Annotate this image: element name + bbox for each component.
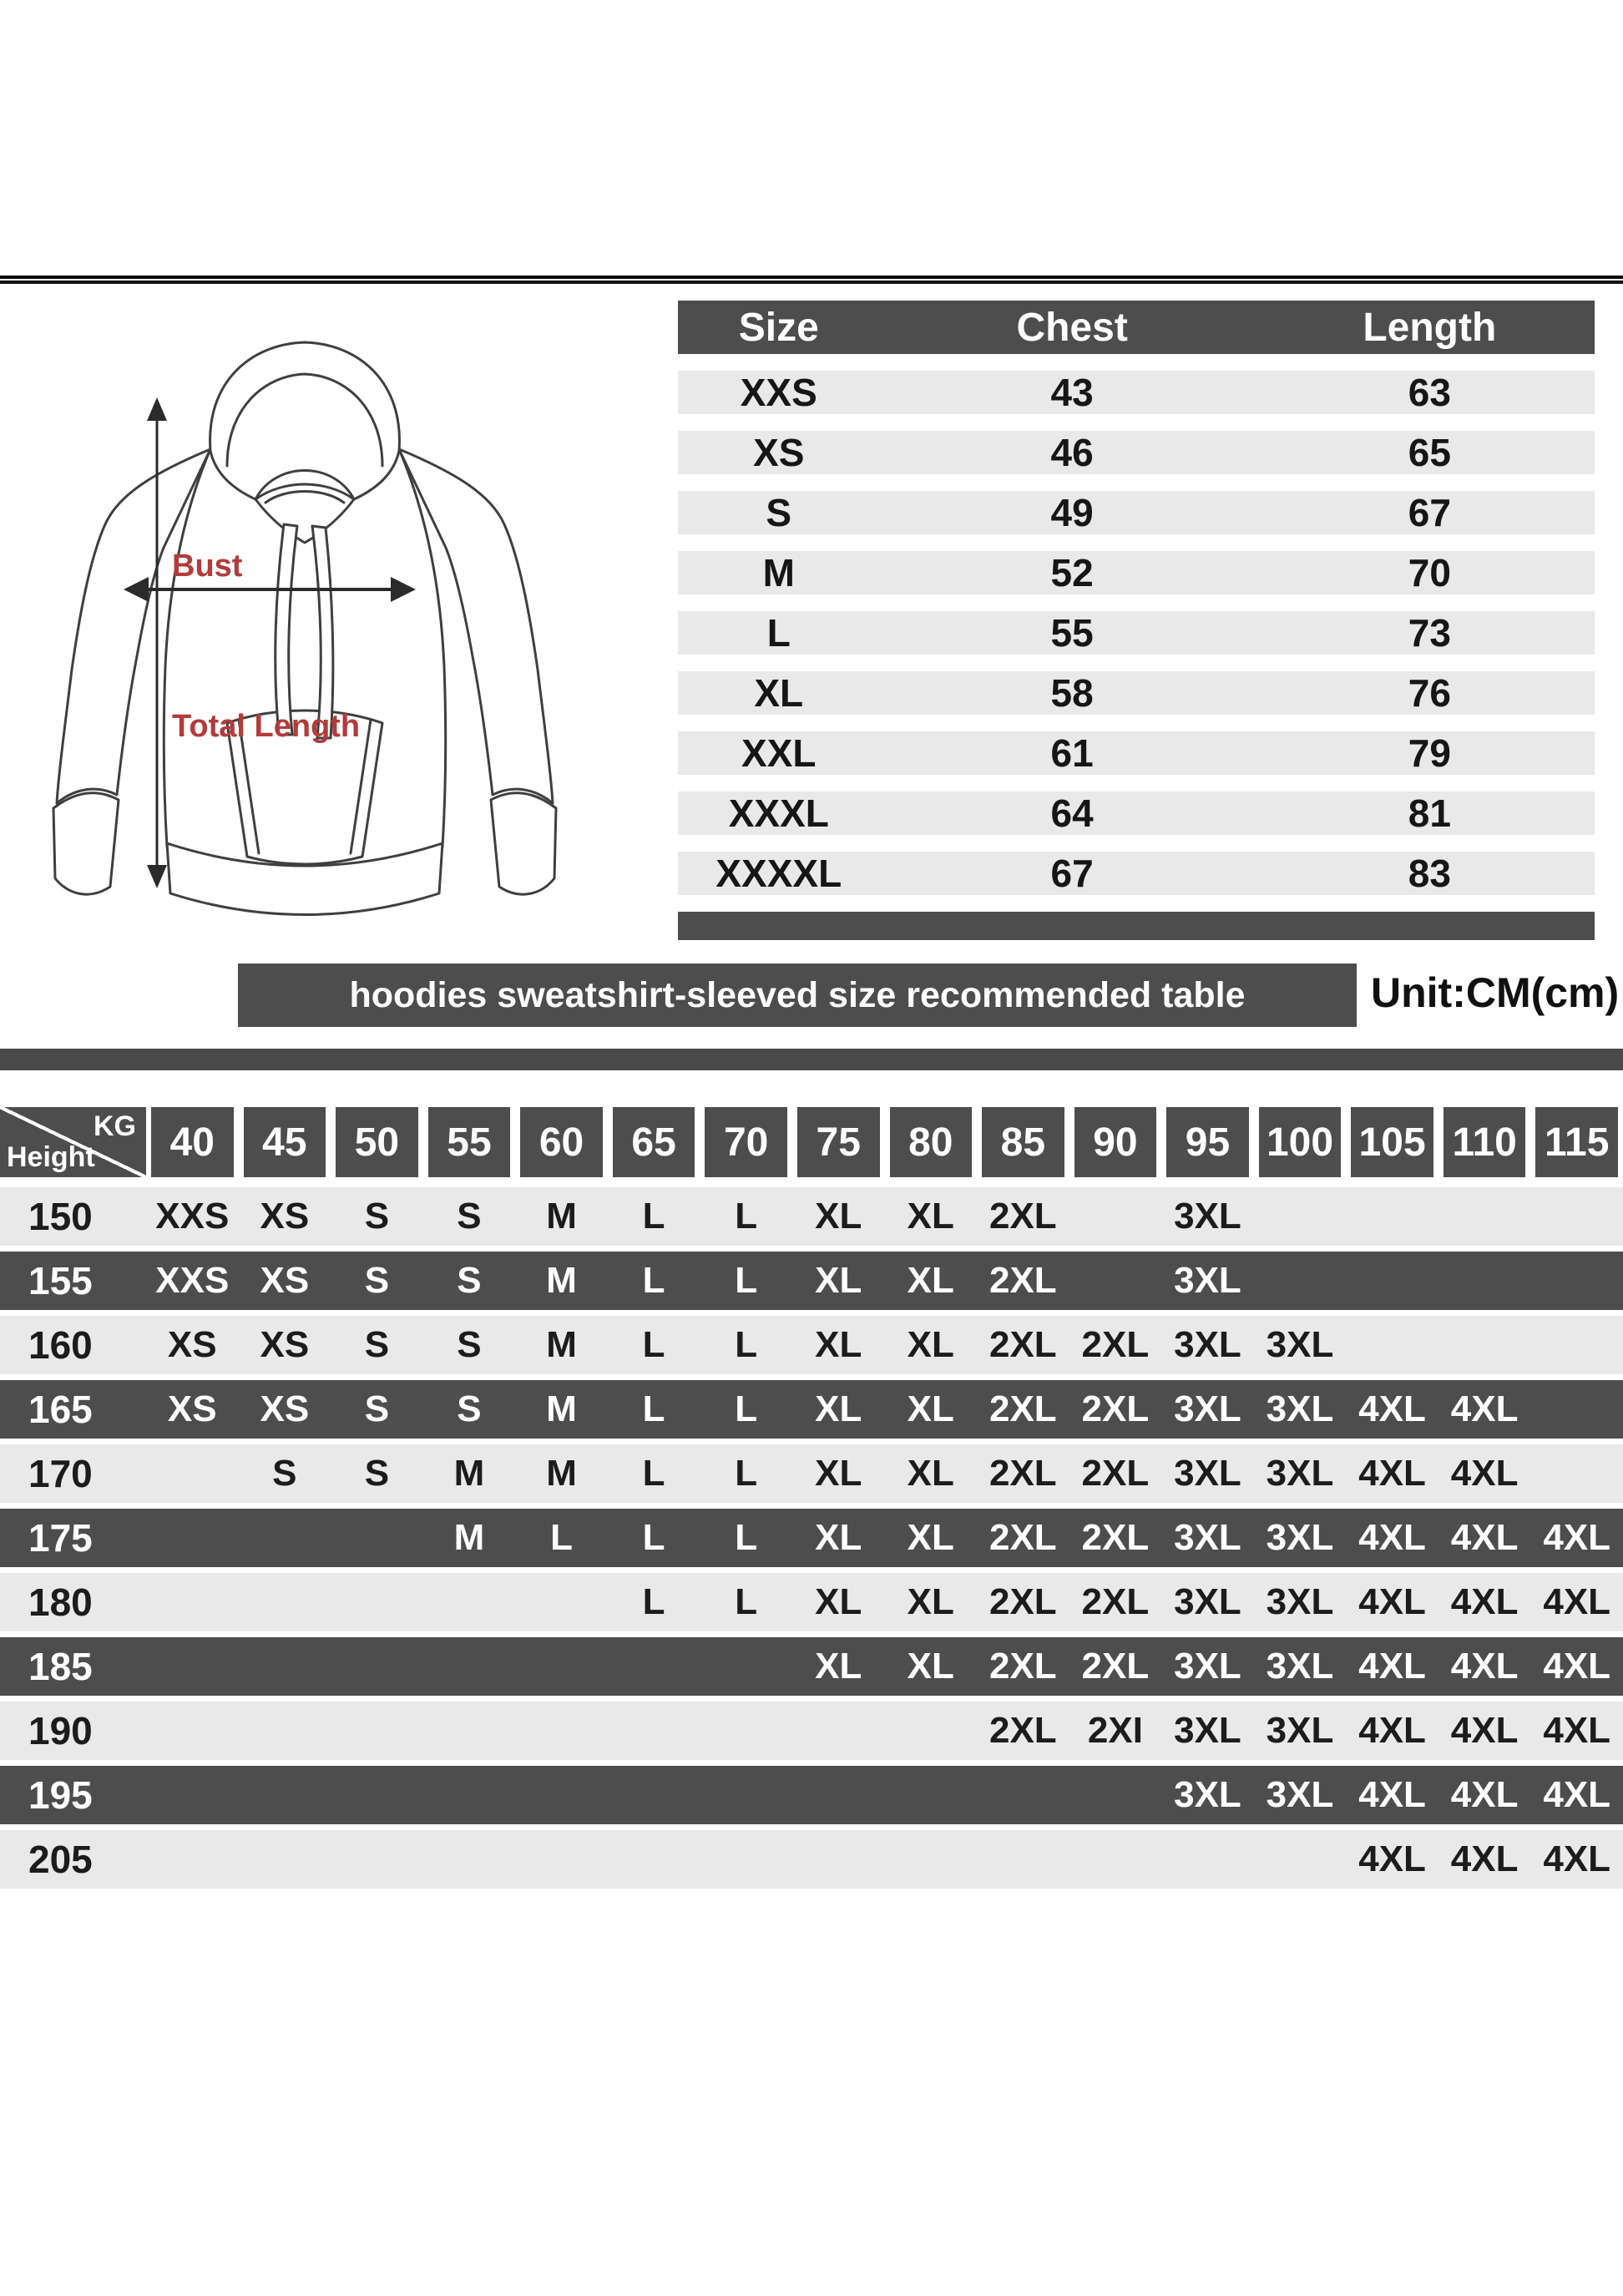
size-column-header: Size (738, 305, 819, 350)
middle-divider (0, 1049, 1623, 1070)
size-table-cell: 70 (1408, 551, 1451, 594)
weight-header-value: 55 (447, 1120, 492, 1165)
weight-header-value: 70 (723, 1120, 769, 1165)
recommended-size-cell: L (642, 1388, 665, 1429)
size-table-cell: 64 (1050, 791, 1094, 835)
weight-header-cell (705, 1107, 787, 1177)
recommended-size-cell: XS (167, 1388, 217, 1429)
recommended-size-cell: XL (907, 1581, 954, 1622)
recommended-size-cell: 2XL (1081, 1581, 1150, 1622)
size-table-row (678, 491, 1595, 534)
recommended-size-cell: 2XL (988, 1646, 1057, 1687)
recommended-size-cell: XL (907, 1196, 954, 1237)
recommended-size-cell: 2XL (988, 1260, 1057, 1301)
recommendation-banner (238, 963, 1357, 1027)
weight-header-cell (336, 1107, 418, 1177)
recommended-size-cell: 3XL (1174, 1453, 1241, 1494)
recommended-size-cell: 4XL (1358, 1710, 1426, 1751)
weight-header-cell (244, 1107, 326, 1177)
height-axis-label: Height (7, 1141, 95, 1173)
recommended-size-cell: S (364, 1388, 390, 1429)
recommended-size-cell: 3XL (1174, 1774, 1241, 1815)
size-table-cell: 65 (1408, 431, 1451, 474)
size-table-cell: 76 (1408, 671, 1451, 715)
weight-header-value: 90 (1093, 1120, 1138, 1165)
weight-header-cell (1259, 1107, 1342, 1177)
recommended-size-cell: 4XL (1358, 1517, 1426, 1558)
recommended-size-cell: S (457, 1260, 482, 1301)
weight-header-value: 75 (816, 1120, 861, 1165)
recommended-size-cell: XL (907, 1453, 954, 1494)
size-table-cell: XS (753, 431, 805, 474)
matrix-header (0, 1107, 1623, 1177)
recommended-size-cell: 4XL (1450, 1774, 1519, 1815)
recommended-size-cell: S (457, 1388, 482, 1429)
recommended-size-cell: XXS (155, 1196, 230, 1237)
size-table-cell: 67 (1408, 491, 1451, 534)
size-table-row (678, 791, 1595, 835)
kg-axis-label: KG (94, 1110, 136, 1142)
matrix-row (0, 1573, 1623, 1631)
recommended-size-cell: L (735, 1388, 758, 1429)
weight-header-value: 105 (1358, 1120, 1426, 1165)
height-value: 160 (28, 1323, 93, 1367)
recommended-size-cell: XL (907, 1260, 954, 1301)
size-table-cell: 81 (1408, 791, 1451, 835)
recommended-size-cell: 4XL (1450, 1581, 1519, 1622)
matrix-row (0, 1252, 1623, 1310)
recommended-size-cell: 3XL (1266, 1453, 1334, 1494)
recommended-size-cell: XS (260, 1260, 310, 1301)
weight-header-value: 40 (169, 1120, 215, 1165)
weight-header-value: 95 (1185, 1120, 1231, 1165)
total-length-label: Total Length (172, 709, 361, 744)
recommended-size-cell: L (735, 1324, 758, 1365)
recommended-size-cell: 4XL (1543, 1517, 1611, 1558)
recommended-size-cell: L (642, 1260, 665, 1301)
recommended-size-cell: 3XL (1174, 1260, 1241, 1301)
recommended-size-cell: 2XL (1081, 1324, 1150, 1365)
weight-header-value: 85 (1000, 1120, 1046, 1165)
recommended-size-cell: L (735, 1196, 758, 1237)
recommended-size-cell: 3XL (1266, 1710, 1334, 1751)
recommended-size-cell: L (642, 1581, 665, 1622)
recommended-size-cell: 3XL (1174, 1581, 1241, 1622)
recommended-size-cell: L (642, 1196, 665, 1237)
size-table-row (678, 852, 1595, 895)
matrix-rows (0, 1187, 1623, 1889)
recommended-size-cell: 2XL (988, 1388, 1057, 1429)
recommended-size-cell: 4XL (1358, 1838, 1426, 1879)
recommended-size-cell: L (642, 1324, 665, 1365)
banner-title: hoodies sweatshirt-sleeved size recommended table (349, 974, 1246, 1015)
recommended-size-cell: 3XL (1174, 1710, 1241, 1751)
size-table-cell: XXXL (728, 791, 829, 835)
size-table-cell: XXL (741, 731, 817, 775)
weight-header-cell (1351, 1107, 1433, 1177)
weight-header-cell (1444, 1107, 1526, 1177)
recommended-size-cell: S (457, 1324, 482, 1365)
size-table-cell: 79 (1408, 731, 1451, 775)
height-value: 190 (28, 1709, 93, 1752)
height-value: 185 (28, 1645, 93, 1688)
matrix-row (0, 1702, 1623, 1760)
recommended-size-cell: XS (260, 1196, 310, 1237)
size-table-cell: 55 (1050, 611, 1094, 655)
recommended-size-cell: 2XL (988, 1453, 1057, 1494)
recommended-size-cell: L (735, 1453, 758, 1494)
recommended-size-cell: 2XL (988, 1324, 1057, 1365)
weight-header-value: 45 (262, 1120, 307, 1165)
recommended-size-cell: XL (907, 1646, 954, 1687)
weight-header-cell (797, 1107, 880, 1177)
recommended-size-cell: 2XL (1081, 1646, 1150, 1687)
recommended-size-cell: XL (815, 1388, 862, 1429)
recommended-size-cell: L (550, 1517, 573, 1558)
size-table-cell: 61 (1050, 731, 1094, 775)
recommended-size-cell: 3XL (1266, 1581, 1334, 1622)
recommended-size-cell: M (546, 1388, 577, 1429)
recommended-size-cell: 4XL (1450, 1646, 1519, 1687)
size-table-cell: XL (754, 671, 804, 715)
size-table-row (678, 371, 1595, 414)
hoodie-right-cuff (491, 793, 556, 894)
recommended-size-cell: 3XL (1174, 1517, 1241, 1558)
recommended-size-cell: S (457, 1196, 482, 1237)
weight-header-cell (890, 1107, 973, 1177)
recommended-size-cell: 4XL (1450, 1838, 1519, 1879)
matrix-row (0, 1316, 1623, 1374)
recommended-size-cell: L (735, 1517, 758, 1558)
recommended-size-cell: M (546, 1453, 577, 1494)
height-value: 195 (28, 1773, 93, 1817)
recommended-size-cell: XXS (155, 1260, 230, 1301)
size-table-rows (678, 371, 1595, 895)
height-value: 150 (28, 1195, 93, 1238)
matrix-row (0, 1444, 1623, 1503)
size-table-cell: XXXXL (715, 852, 842, 895)
recommended-size-cell: 3XL (1174, 1646, 1241, 1687)
recommended-size-cell: 3XL (1266, 1324, 1334, 1365)
height-value: 155 (28, 1259, 93, 1302)
size-table-row (678, 671, 1595, 715)
recommended-size-cell: M (546, 1196, 577, 1237)
matrix-row (0, 1509, 1623, 1567)
weight-header-cell (1166, 1107, 1249, 1177)
height-value: 165 (28, 1388, 93, 1431)
recommended-size-cell: 4XL (1543, 1581, 1611, 1622)
recommended-size-cell: 3XL (1266, 1517, 1334, 1558)
recommended-size-cell: XL (907, 1517, 954, 1558)
recommended-size-cell: 2XL (988, 1196, 1057, 1237)
size-table-header (678, 301, 1595, 354)
weight-header-value: 50 (354, 1120, 400, 1165)
recommended-size-cell: 4XL (1450, 1388, 1519, 1429)
recommended-size-cell: M (453, 1453, 485, 1494)
matrix-row (0, 1187, 1623, 1246)
recommended-size-cell: 4XL (1543, 1774, 1611, 1815)
weight-header-cell (1074, 1107, 1157, 1177)
size-table (678, 301, 1595, 940)
hoodie-diagram (17, 316, 593, 958)
recommended-size-cell: 3XL (1266, 1774, 1334, 1815)
recommended-size-cell: L (642, 1517, 665, 1558)
recommended-size-cell: 4XL (1543, 1838, 1611, 1879)
recommended-size-cell: M (546, 1260, 577, 1301)
kg-height-corner-cell (0, 1107, 146, 1177)
recommended-size-cell: 2XI (1087, 1710, 1143, 1751)
recommended-size-cell: XS (260, 1324, 310, 1365)
recommended-size-cell: XL (815, 1196, 862, 1237)
matrix-row (0, 1830, 1623, 1889)
recommended-size-cell: 4XL (1450, 1517, 1519, 1558)
weight-header-value: 60 (538, 1120, 584, 1165)
recommended-size-cell: 3XL (1266, 1388, 1334, 1429)
recommended-size-cell: XL (815, 1646, 862, 1687)
recommended-size-cell: 3XL (1174, 1196, 1241, 1237)
recommended-size-cell: 4XL (1543, 1710, 1611, 1751)
recommended-size-cell: XS (167, 1324, 217, 1365)
chest-column-header: Chest (1016, 305, 1128, 350)
size-table-cell: 63 (1408, 371, 1451, 414)
height-value: 170 (28, 1452, 93, 1495)
recommended-size-cell: 4XL (1358, 1453, 1426, 1494)
recommended-size-cell: M (453, 1517, 485, 1558)
recommended-size-cell: XS (260, 1388, 310, 1429)
weight-header-cell (520, 1107, 603, 1177)
size-table-cell: 52 (1050, 551, 1094, 594)
size-table-cell: L (766, 611, 791, 655)
recommended-size-cell: XL (907, 1324, 954, 1365)
matrix-row (0, 1637, 1623, 1696)
recommended-size-cell: XL (815, 1517, 862, 1558)
size-table-cell: 67 (1050, 852, 1094, 895)
recommended-size-cell: XL (815, 1581, 862, 1622)
size-table-row (678, 551, 1595, 594)
length-column-header: Length (1363, 305, 1497, 350)
recommended-size-cell: 4XL (1358, 1581, 1426, 1622)
unit-label: Unit:CM(cm) (1371, 969, 1620, 1016)
recommended-size-cell: XL (815, 1260, 862, 1301)
recommended-size-cell: S (364, 1453, 390, 1494)
weight-header-cell (982, 1107, 1064, 1177)
recommended-size-cell: M (546, 1324, 577, 1365)
height-weight-matrix (0, 1107, 1623, 1894)
recommended-size-cell: XL (815, 1453, 862, 1494)
bust-label: Bust (172, 549, 243, 584)
top-divider (0, 276, 1623, 284)
recommended-size-cell: 2XL (988, 1581, 1057, 1622)
size-table-cell: 46 (1050, 431, 1094, 474)
recommended-size-cell: L (735, 1581, 758, 1622)
matrix-row (0, 1380, 1623, 1439)
size-table-row (678, 611, 1595, 655)
size-table-footer-bar (678, 912, 1595, 940)
recommended-size-cell: 4XL (1358, 1388, 1426, 1429)
recommended-size-cell: 2XL (988, 1517, 1057, 1558)
hoodie-left-cuff (53, 793, 119, 894)
recommended-size-cell: 3XL (1174, 1324, 1241, 1365)
weight-header-cell (428, 1107, 511, 1177)
recommended-size-cell: S (364, 1324, 390, 1365)
recommended-size-cell: 4XL (1543, 1646, 1611, 1687)
size-table-cell: 43 (1050, 371, 1094, 414)
weight-header-value: 65 (631, 1120, 676, 1165)
recommended-size-cell: S (364, 1260, 390, 1301)
recommended-size-cell: S (272, 1453, 297, 1494)
size-table-cell: S (766, 491, 792, 534)
size-table-cell: 49 (1050, 491, 1094, 534)
weight-header-cell (1535, 1107, 1618, 1177)
recommended-size-cell: XL (815, 1324, 862, 1365)
recommended-size-cell: 4XL (1358, 1646, 1426, 1687)
recommended-size-cell: 3XL (1174, 1388, 1241, 1429)
weight-header-value: 80 (908, 1120, 953, 1165)
recommended-size-cell: L (642, 1453, 665, 1494)
size-table-cell: XXS (740, 371, 817, 414)
size-table-row (678, 431, 1595, 474)
weight-header-value: 100 (1266, 1120, 1334, 1165)
weight-header-cell (613, 1107, 695, 1177)
recommended-size-cell: XL (907, 1388, 954, 1429)
recommended-size-cell: 4XL (1358, 1774, 1426, 1815)
weight-header-cell (151, 1107, 234, 1177)
recommended-size-cell: 2XL (988, 1710, 1057, 1751)
recommended-size-cell: 4XL (1450, 1710, 1519, 1751)
size-table-cell: M (762, 551, 795, 594)
recommended-size-cell: 2XL (1081, 1517, 1150, 1558)
recommended-size-cell: 3XL (1266, 1646, 1334, 1687)
height-value: 180 (28, 1580, 93, 1624)
size-table-cell: 58 (1050, 671, 1094, 715)
recommended-size-cell: L (735, 1260, 758, 1301)
height-value: 175 (28, 1516, 93, 1560)
size-table-cell: 73 (1408, 611, 1451, 655)
size-table-row (678, 731, 1595, 775)
recommended-size-cell: S (364, 1196, 390, 1237)
height-value: 205 (28, 1838, 93, 1881)
weight-header-value: 115 (1545, 1120, 1610, 1165)
recommended-size-cell: 2XL (1081, 1453, 1150, 1494)
weight-header-value: 110 (1452, 1120, 1517, 1165)
recommended-size-cell: 4XL (1450, 1453, 1519, 1494)
size-table-cell: 83 (1408, 852, 1451, 895)
recommended-size-cell: 2XL (1081, 1388, 1150, 1429)
matrix-row (0, 1766, 1623, 1824)
